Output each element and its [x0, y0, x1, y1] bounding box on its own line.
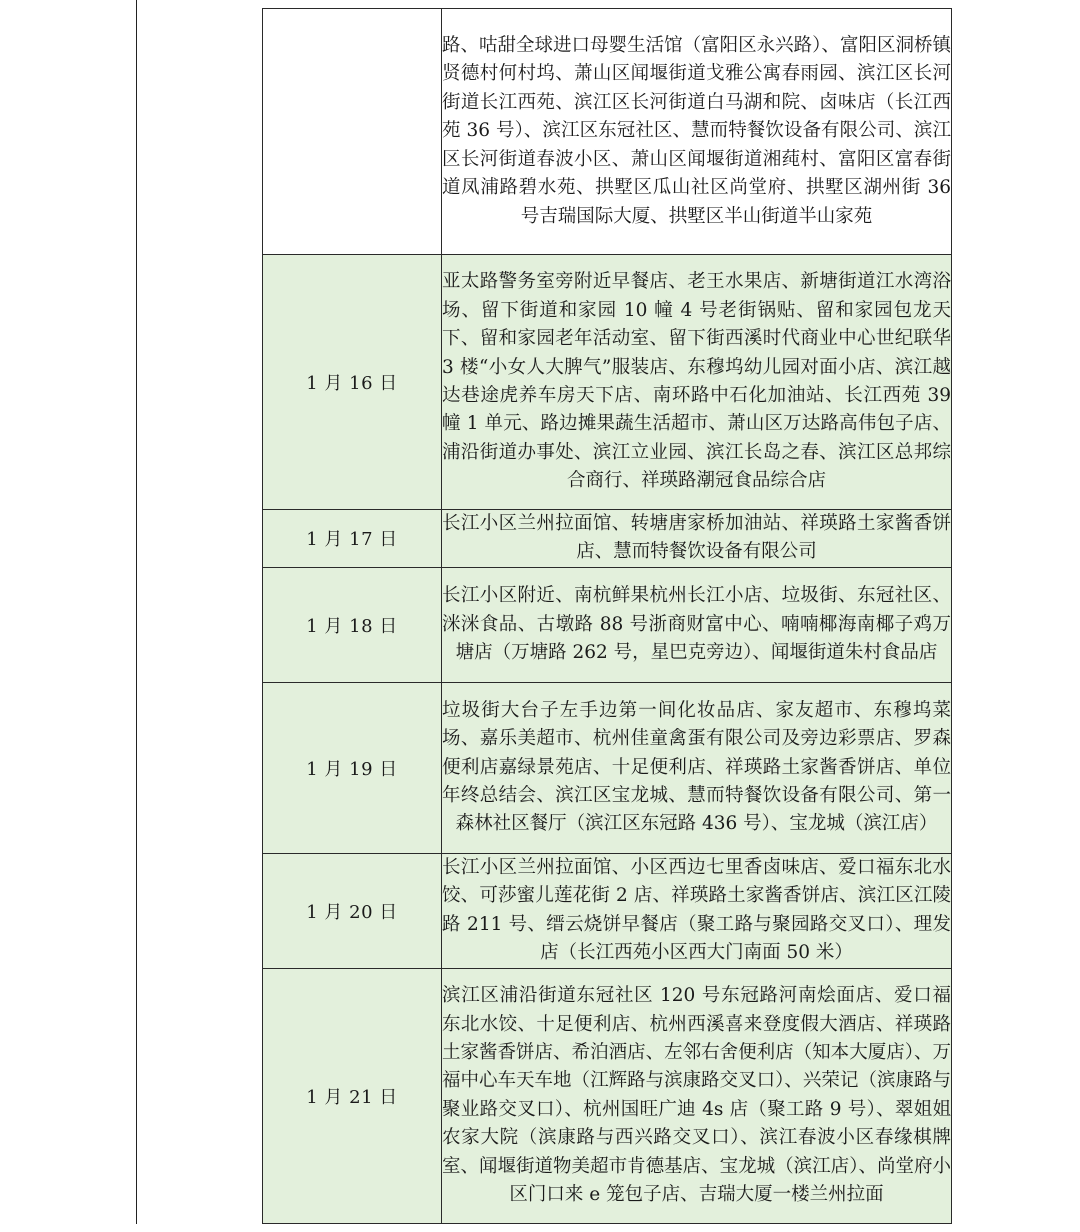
- table-row: [263, 567, 952, 682]
- page-margin-line: [136, 0, 137, 1224]
- table-row: [263, 853, 952, 968]
- table-row: [263, 510, 952, 568]
- locations-cell: 长江小区兰州拉面馆、转塘唐家桥加油站、祥瑛路土家酱香饼店、慧而特餐饮设备有限公司: [442, 510, 952, 568]
- locations-cell: 垃圾街大台子左手边第一间化妆品店、家友超市、东穆坞菜场、嘉乐美超市、杭州佳童禽蛋有限公司及旁边彩票店、罗森便利店嘉绿景苑店、十足便利店、祥瑛路土家酱香饼店、单位年终总结会、滨江区宝龙城、慧而特餐饮设备有限公司、第一森林社区餐厅（滨江区东冠路 436 号）、宝龙城（滨江店）: [442, 682, 952, 853]
- date-cell: 1 月 19 日: [263, 682, 442, 853]
- locations-cell: 长江小区附近、南杭鲜果杭州长江小店、垃圾街、东冠社区、洣洣食品、古墩路 88 号浙商财富中心、喃喃椰海南椰子鸡万塘店（万塘路 262 号，星巴克旁边）、闻堰街道朱村食品店: [442, 567, 952, 682]
- locations-cell: 亚太路警务室旁附近早餐店、老王水果店、新塘街道江水湾浴场、留下街道和家园 10 幢 4 号老街锅贴、留和家园包龙天下、留和家园老年活动室、留下街西溪时代商业中心世纪联华 3 楼“小女人大脾气”服装店、东穆坞幼儿园对面小店、滨江越达巷途虎养车房天下店、南环路中石化加油站、长江西苑 39 幢 1 单元、路边摊果蔬生活超市、萧山区万达路高伟包子店、浦沿街道办事处、滨江立业园、滨江长岛之春、滨江区总邦综合商行、祥瑛路潮冠食品综合店: [442, 255, 952, 510]
- locations-cell: 长江小区兰州拉面馆、小区西边七里香卤味店、爱口福东北水饺、可莎蜜儿莲花街 2 店、祥瑛路土家酱香饼店、滨江区江陵路 211 号、缙云烧饼早餐店（聚工路与聚园路交叉口）、理发店（长江西苑小区西大门南面 50 米）: [442, 853, 952, 968]
- date-cell: [263, 9, 442, 255]
- locations-cell: 路、咕甜全球进口母婴生活馆（富阳区永兴路）、富阳区洞桥镇贤德村何村坞、萧山区闻堰街道戈雅公寓春雨园、滨江区长河街道长江西苑、滨江区长河街道白马湖和院、卤味店（长江西苑 36 号）、滨江区东冠社区、慧而特餐饮设备有限公司、滨江区长河街道春波小区、萧山区闻堰街道湘莼村、富阳区富春街道凤浦路碧水苑、拱墅区瓜山社区尚堂府、拱墅区湖州街 36 号吉瑞国际大厦、拱墅区半山街道半山家苑: [442, 9, 952, 255]
- locations-cell: 滨江区浦沿街道东冠社区 120 号东冠路河南烩面店、爱口福东北水饺、十足便利店、杭州西溪喜来登度假大酒店、祥瑛路土家酱香饼店、希泊酒店、左邻右舍便利店（知本大厦店）、万福中心车天车地（江辉路与滨康路交叉口）、兴荣记（滨康路与聚业路交叉口）、杭州国旺广迪 4s 店（聚工路 9 号）、翠姐姐农家大院（滨康路与西兴路交叉口）、滨江春波小区春缘棋牌室、闻堰街道物美超市肯德基店、宝龙城（滨江店）、尚堂府小区门口来 e 笼包子店、吉瑞大厦一楼兰州拉面: [442, 968, 952, 1223]
- table-row: [263, 9, 952, 255]
- schedule-table: [262, 8, 952, 1224]
- table-row: [263, 968, 952, 1223]
- table-row: [263, 682, 952, 853]
- date-cell: 1 月 17 日: [263, 510, 442, 568]
- date-cell: 1 月 20 日: [263, 853, 442, 968]
- date-cell: 1 月 21 日: [263, 968, 442, 1223]
- date-cell: 1 月 18 日: [263, 567, 442, 682]
- date-cell: 1 月 16 日: [263, 255, 442, 510]
- table-row: [263, 255, 952, 510]
